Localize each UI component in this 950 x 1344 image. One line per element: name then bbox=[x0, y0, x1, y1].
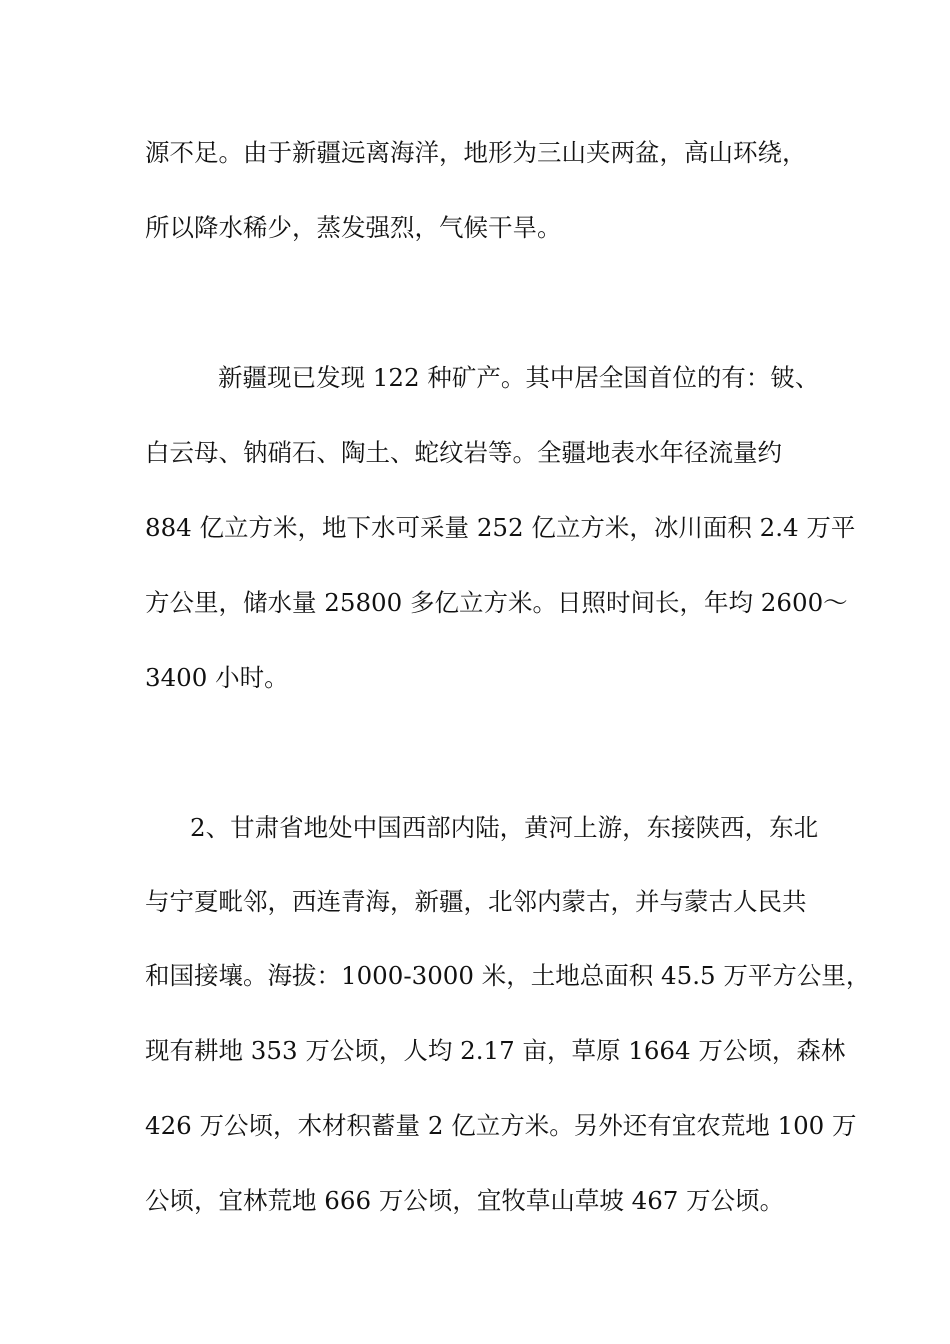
paragraph-2-line-2: 白云母、钠硝石、陶土、蛇纹岩等。全疆地表水年径流量约 bbox=[145, 438, 782, 467]
paragraph-1-line-2: 所以降水稀少，蒸发强烈，气候干旱。 bbox=[145, 213, 562, 242]
paragraph-1-line-1: 源不足。由于新疆远离海洋，地形为三山夹两盆，高山环绕， bbox=[145, 138, 807, 167]
paragraph-3-line-6: 公顷，宜林荒地 666 万公顷，宜牧草山草坡 467 万公顷。 bbox=[145, 1186, 785, 1215]
paragraph-2-line-1: 新疆现已发现 122 种矿产。其中居全国首位的有：铍、 bbox=[218, 363, 820, 392]
paragraph-2-line-5: 3400 小时。 bbox=[145, 663, 289, 692]
paragraph-2-line-3: 884 亿立方米，地下水可采量 252 亿立方米，冰川面积 2.4 万平 bbox=[145, 513, 856, 542]
paragraph-2-line-4: 方公里，储水量 25800 多亿立方米。日照时间长，年均 2600～ bbox=[145, 588, 848, 617]
paragraph-3-line-1: 2、甘肃省地处中国西部内陆，黄河上游，东接陕西，东北 bbox=[190, 813, 819, 842]
paragraph-3-line-2: 与宁夏毗邻，西连青海，新疆，北邻内蒙古，并与蒙古人民共 bbox=[145, 887, 807, 916]
paragraph-3-line-3: 和国接壤。海拔：1000-3000 米，土地总面积 45.5 万平方公里， bbox=[145, 961, 871, 990]
paragraph-3-line-4: 现有耕地 353 万公顷，人均 2.17 亩，草原 1664 万公顷，森林 bbox=[145, 1036, 846, 1065]
paragraph-3-line-5: 426 万公顷，木材积蓄量 2 亿立方米。另外还有宜农荒地 100 万 bbox=[145, 1111, 857, 1140]
